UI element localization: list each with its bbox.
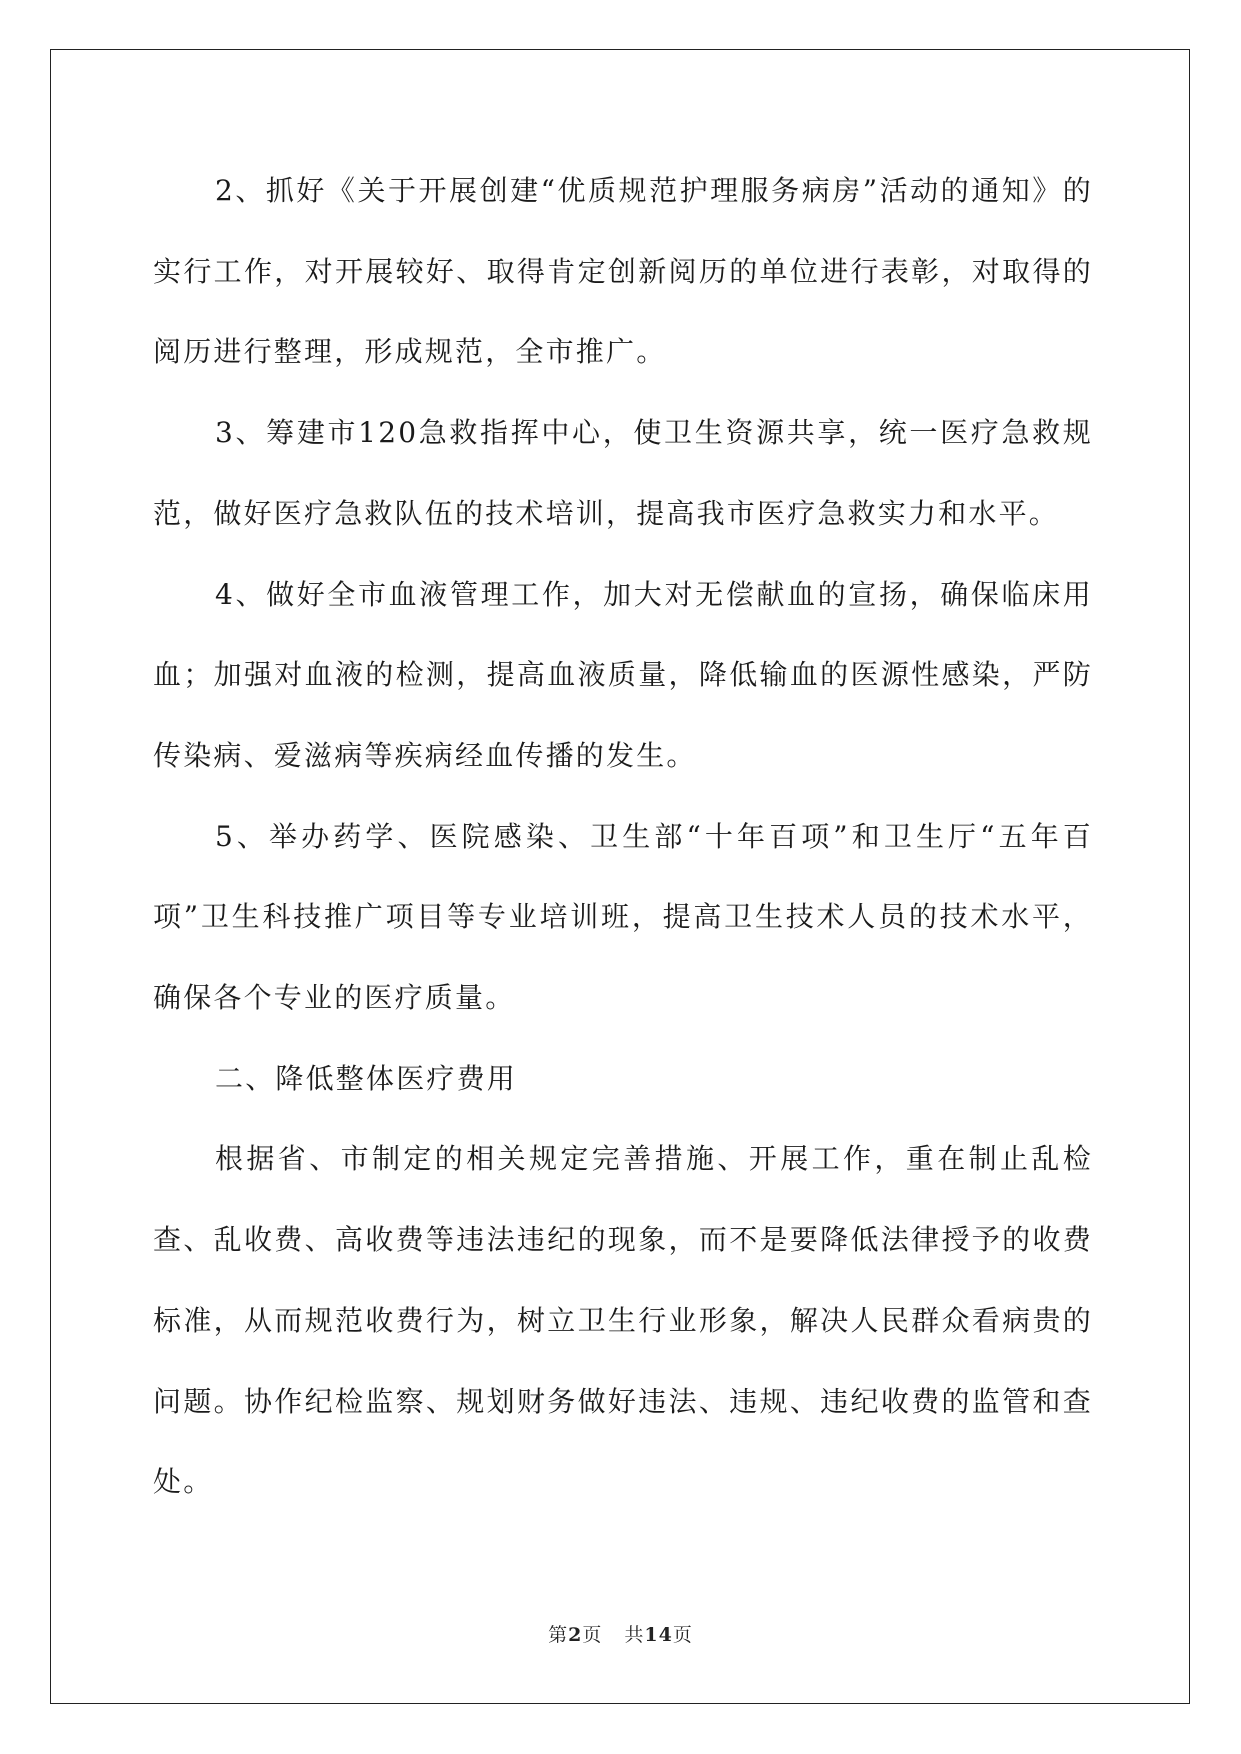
footer-total-suffix: 页 — [672, 1624, 693, 1646]
document-body — [153, 151, 1093, 1523]
total-pages-number: 14 — [644, 1624, 673, 1646]
paragraph-item-3: 3、筹建市120急救指挥中心，使卫生资源共享，统一医疗急救规范，做好医疗急救队伍的技术培训，提高我市医疗急救实力和水平。 — [153, 416, 1093, 530]
paragraph-item-5: 5、举办药学、医院感染、卫生部“十年百项”和卫生厅“五年百项”卫生科技推广项目等专业培训班，提高卫生技术人员的技术水平，确保各个专业的医疗质量。 — [153, 819, 1093, 1015]
section-heading: 二、降低整体医疗费用 — [215, 1061, 518, 1095]
paragraph-item-4: 4、做好全市血液管理工作，加大对无偿献血的宣扬，确保临床用血；加强对血液的检测，提高血液质量，降低输血的医源性感染，严防传染病、爱滋病等疾病经血传播的发生。 — [153, 577, 1093, 772]
footer-prefix: 第 — [548, 1624, 569, 1646]
footer-total-prefix: 共 — [624, 1624, 645, 1646]
current-page-number: 2 — [568, 1624, 583, 1646]
paragraph-body: 根据省、市制定的相关规定完善措施、开展工作，重在制止乱检查、乱收费、高收费等违法违纪的现象，而不是要降低法律授予的收费标准，从而规范收费行为，树立卫生行业形象，解决人民群众看病贵的问题。协作纪检监察、规划财务做好违法、违规、违纪收费的监管和查处。 — [153, 1142, 1093, 1499]
footer-page-word: 页 — [582, 1624, 603, 1646]
paragraph-item-2: 2、抓好《关于开展创建“优质规范护理服务病房”活动的通知》的实行工作，对开展较好、取得肯定创新阅历的单位进行表彰，对取得的阅历进行整理，形成规范，全市推广。 — [153, 174, 1093, 369]
page-footer — [0, 1620, 1241, 1647]
